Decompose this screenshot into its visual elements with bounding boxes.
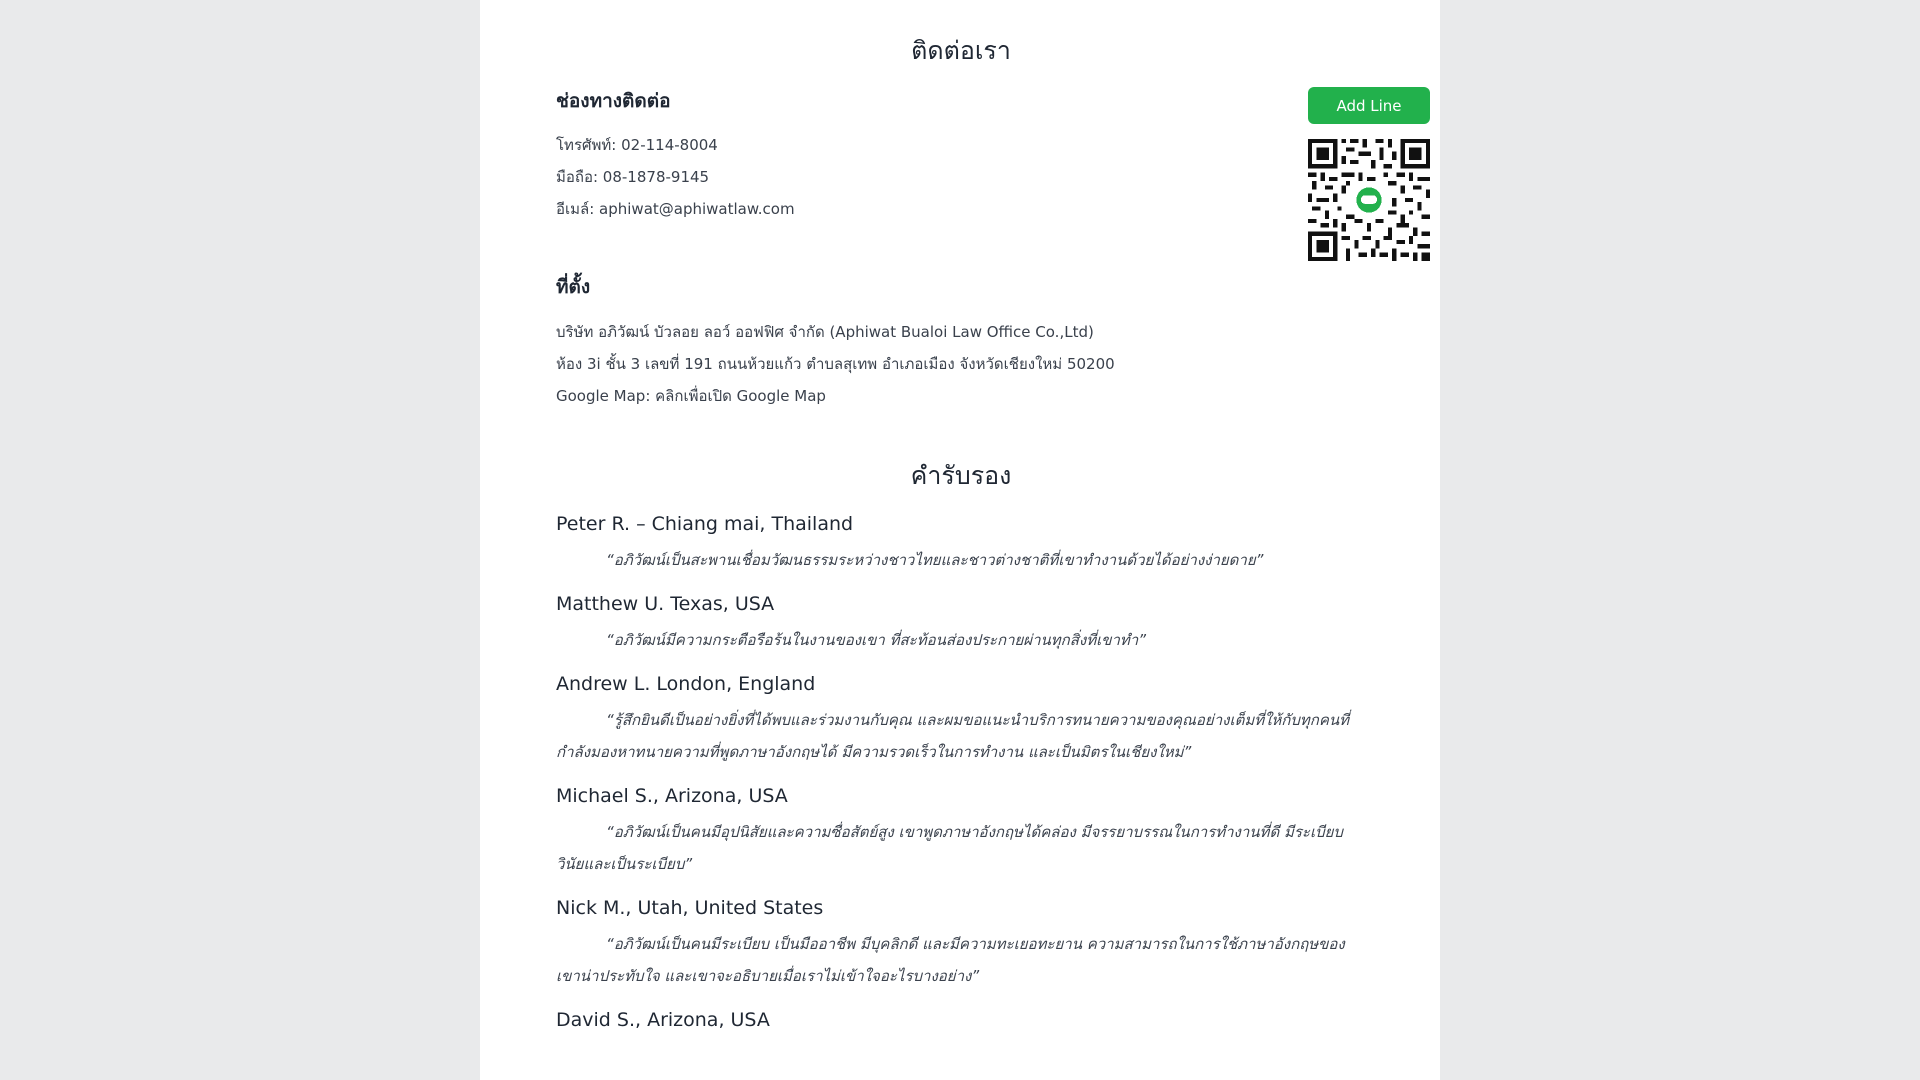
testimonial-author: Michael S., Arizona, USA xyxy=(556,785,788,807)
testimonials-list xyxy=(556,510,1366,1040)
testimonial-item xyxy=(556,590,1366,656)
testimonial-quote: “รู้สึกยินดีเป็นอย่างยิ่งที่ได้พบและร่วมงานกับคุณ และผมขอแนะนำบริการทนายความของคุณอย่างเต็มที่ให้กับทุกคนที่กำลังมองหาทนายความที่พูดภาษาอังกฤษได้ มีความรวดเร็วในการทำงาน และเป็นมิตรในเชียงใหม่” xyxy=(556,711,1350,761)
testimonial-item xyxy=(556,510,1366,576)
testimonial-item xyxy=(556,1006,1366,1040)
google-map-link[interactable]: คลิกเพื่อเปิด Google Map xyxy=(655,387,826,405)
google-map-label: Google Map: xyxy=(556,387,656,405)
phone-text: โทรศัพท์: 02-114-8004 xyxy=(556,136,718,154)
testimonial-author: Nick M., Utah, United States xyxy=(556,897,824,919)
testimonial-quote: “อภิวัฒน์มีความกระตือรือร้นในงานของเขา ที่สะท้อนส่องประกายผ่านทุกสิ่งที่เขาทำ” xyxy=(606,631,1146,649)
testimonial-item xyxy=(556,670,1366,768)
contact-channels-heading: ช่องทางติดต่อ xyxy=(556,90,671,112)
testimonial-quote: “อภิวัฒน์เป็นคนมีอุปนิสัยและความซื่อสัตย์สูง เขาพูดภาษาอังกฤษได้คล่อง มีจรรยาบรรณในการทำงานที่ดี มีระเบียบวินัยและเป็นระเบียบ” xyxy=(556,823,1343,873)
email-text: อีเมล์: aphiwat@aphiwatlaw.com xyxy=(556,200,795,218)
testimonial-author: Andrew L. London, England xyxy=(556,673,816,695)
company-name: บริษัท อภิวัฒน์ บัวลอย ลอว์ ออฟฟิศ จำกัด (Aphiwat Bualoi Law Office Co.,Ltd) xyxy=(556,323,1094,341)
contact-title: ติดต่อเรา xyxy=(911,36,1011,65)
testimonial-author: David S., Arizona, USA xyxy=(556,1009,770,1031)
testimonial-quote: “อภิวัฒน์เป็นคนมีระเบียบ เป็นมืออาชีพ มีบุคลิกดี และมีความทะเยอทะยาน ความสามารถในการใช้ภาษาอังกฤษของเขาน่าประทับใจ และเขาจะอธิบายเมื่อเราไม่เข้าใจอะไรบางอย่าง” xyxy=(556,935,1345,985)
testimonial-item xyxy=(556,894,1366,992)
location-heading: ที่ตั้ง xyxy=(556,276,591,298)
testimonial-author: Matthew U. Texas, USA xyxy=(556,593,775,615)
testimonial-quote: “อภิวัฒน์เป็นสะพานเชื่อมวัฒนธรรมระหว่างชาวไทยและชาวต่างชาติที่เขาทำงานด้วยได้อย่างง่ายดาย” xyxy=(606,551,1264,569)
line-qr-code xyxy=(1308,138,1430,262)
add-line-button[interactable]: Add Line xyxy=(1308,87,1430,124)
address-text: ห้อง 3i ชั้น 3 เลขที่ 191 ถนนห้วยแก้ว ตำบลสุเทพ อำเภอเมือง จังหวัดเชียงใหม่ 50200 xyxy=(556,355,1115,373)
page-panel xyxy=(480,0,1440,1080)
testimonials-title: คำรับรอง xyxy=(910,461,1012,490)
testimonial-item xyxy=(556,782,1366,880)
mobile-text: มือถือ: 08-1878-9145 xyxy=(556,168,710,186)
testimonial-author: Peter R. – Chiang mai, Thailand xyxy=(556,513,854,535)
google-map-line xyxy=(556,384,826,408)
